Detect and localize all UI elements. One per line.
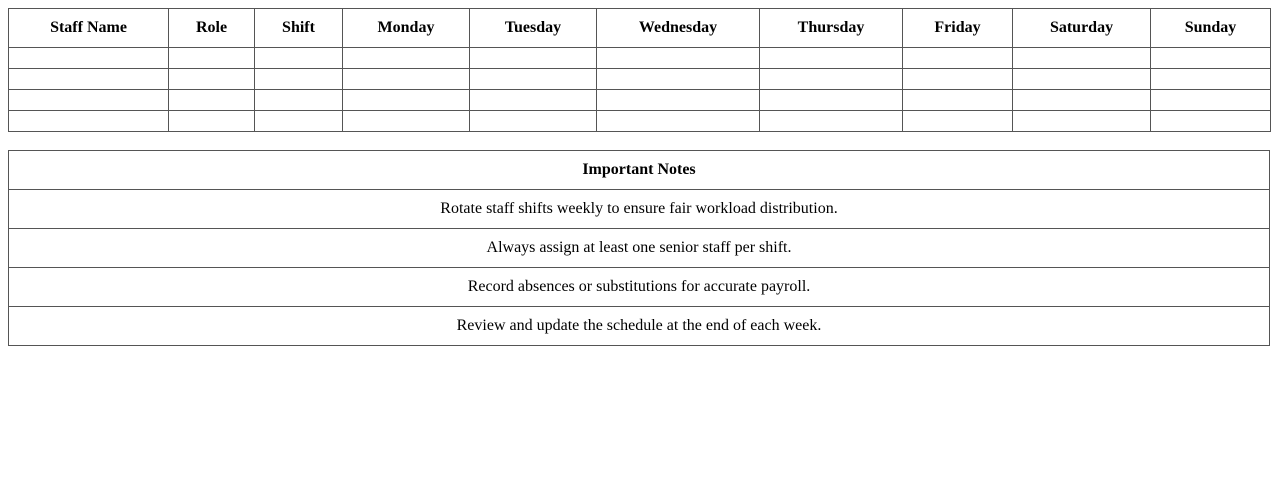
- important-notes-table: [8, 150, 1270, 346]
- note-item: Record absences or substitutions for accurate payroll.: [9, 268, 1270, 307]
- table-row: [9, 90, 1271, 111]
- table-cell[interactable]: [760, 111, 903, 132]
- table-cell[interactable]: [343, 48, 470, 69]
- table-cell[interactable]: [255, 90, 343, 111]
- table-row: [9, 307, 1270, 346]
- header-role: Role: [169, 9, 255, 48]
- table-cell[interactable]: [169, 90, 255, 111]
- table-cell[interactable]: [903, 111, 1013, 132]
- table-row: [9, 229, 1270, 268]
- table-cell[interactable]: [760, 69, 903, 90]
- table-row: [9, 111, 1271, 132]
- note-item: Rotate staff shifts weekly to ensure fair workload distribution.: [9, 190, 1270, 229]
- table-cell[interactable]: [1013, 111, 1151, 132]
- header-friday: Friday: [903, 9, 1013, 48]
- table-cell[interactable]: [903, 90, 1013, 111]
- header-monday: Monday: [343, 9, 470, 48]
- table-cell[interactable]: [1151, 90, 1271, 111]
- table-cell[interactable]: [169, 48, 255, 69]
- note-item: Review and update the schedule at the end of each week.: [9, 307, 1270, 346]
- table-cell[interactable]: [903, 69, 1013, 90]
- table-cell[interactable]: [760, 90, 903, 111]
- table-cell[interactable]: [1013, 48, 1151, 69]
- note-item: Always assign at least one senior staff per shift.: [9, 229, 1270, 268]
- header-saturday: Saturday: [1013, 9, 1151, 48]
- table-cell[interactable]: [255, 48, 343, 69]
- table-cell[interactable]: [760, 48, 903, 69]
- table-cell[interactable]: [343, 90, 470, 111]
- notes-title: Important Notes: [9, 151, 1270, 190]
- table-cell[interactable]: [597, 69, 760, 90]
- table-cell[interactable]: [169, 69, 255, 90]
- notes-header-row: [9, 151, 1270, 190]
- schedule-header-row: [9, 9, 1271, 48]
- staff-schedule-table: [8, 8, 1271, 132]
- header-sunday: Sunday: [1151, 9, 1271, 48]
- table-cell[interactable]: [255, 69, 343, 90]
- table-row: [9, 268, 1270, 307]
- table-cell[interactable]: [1013, 90, 1151, 111]
- table-cell[interactable]: [9, 69, 169, 90]
- table-cell[interactable]: [470, 90, 597, 111]
- table-cell[interactable]: [343, 111, 470, 132]
- table-cell[interactable]: [597, 48, 760, 69]
- header-shift: Shift: [255, 9, 343, 48]
- header-staff-name: Staff Name: [9, 9, 169, 48]
- header-thursday: Thursday: [760, 9, 903, 48]
- table-cell[interactable]: [9, 111, 169, 132]
- table-cell[interactable]: [169, 111, 255, 132]
- table-cell[interactable]: [9, 48, 169, 69]
- table-cell[interactable]: [470, 69, 597, 90]
- table-cell[interactable]: [1151, 111, 1271, 132]
- table-cell[interactable]: [1151, 69, 1271, 90]
- table-cell[interactable]: [1151, 48, 1271, 69]
- table-cell[interactable]: [903, 48, 1013, 69]
- table-row: [9, 48, 1271, 69]
- table-cell[interactable]: [597, 111, 760, 132]
- table-cell[interactable]: [470, 48, 597, 69]
- table-cell[interactable]: [470, 111, 597, 132]
- table-cell[interactable]: [597, 90, 760, 111]
- header-tuesday: Tuesday: [470, 9, 597, 48]
- table-cell[interactable]: [255, 111, 343, 132]
- header-wednesday: Wednesday: [597, 9, 760, 48]
- table-cell[interactable]: [343, 69, 470, 90]
- table-row: [9, 69, 1271, 90]
- table-cell[interactable]: [9, 90, 169, 111]
- table-cell[interactable]: [1013, 69, 1151, 90]
- table-row: [9, 190, 1270, 229]
